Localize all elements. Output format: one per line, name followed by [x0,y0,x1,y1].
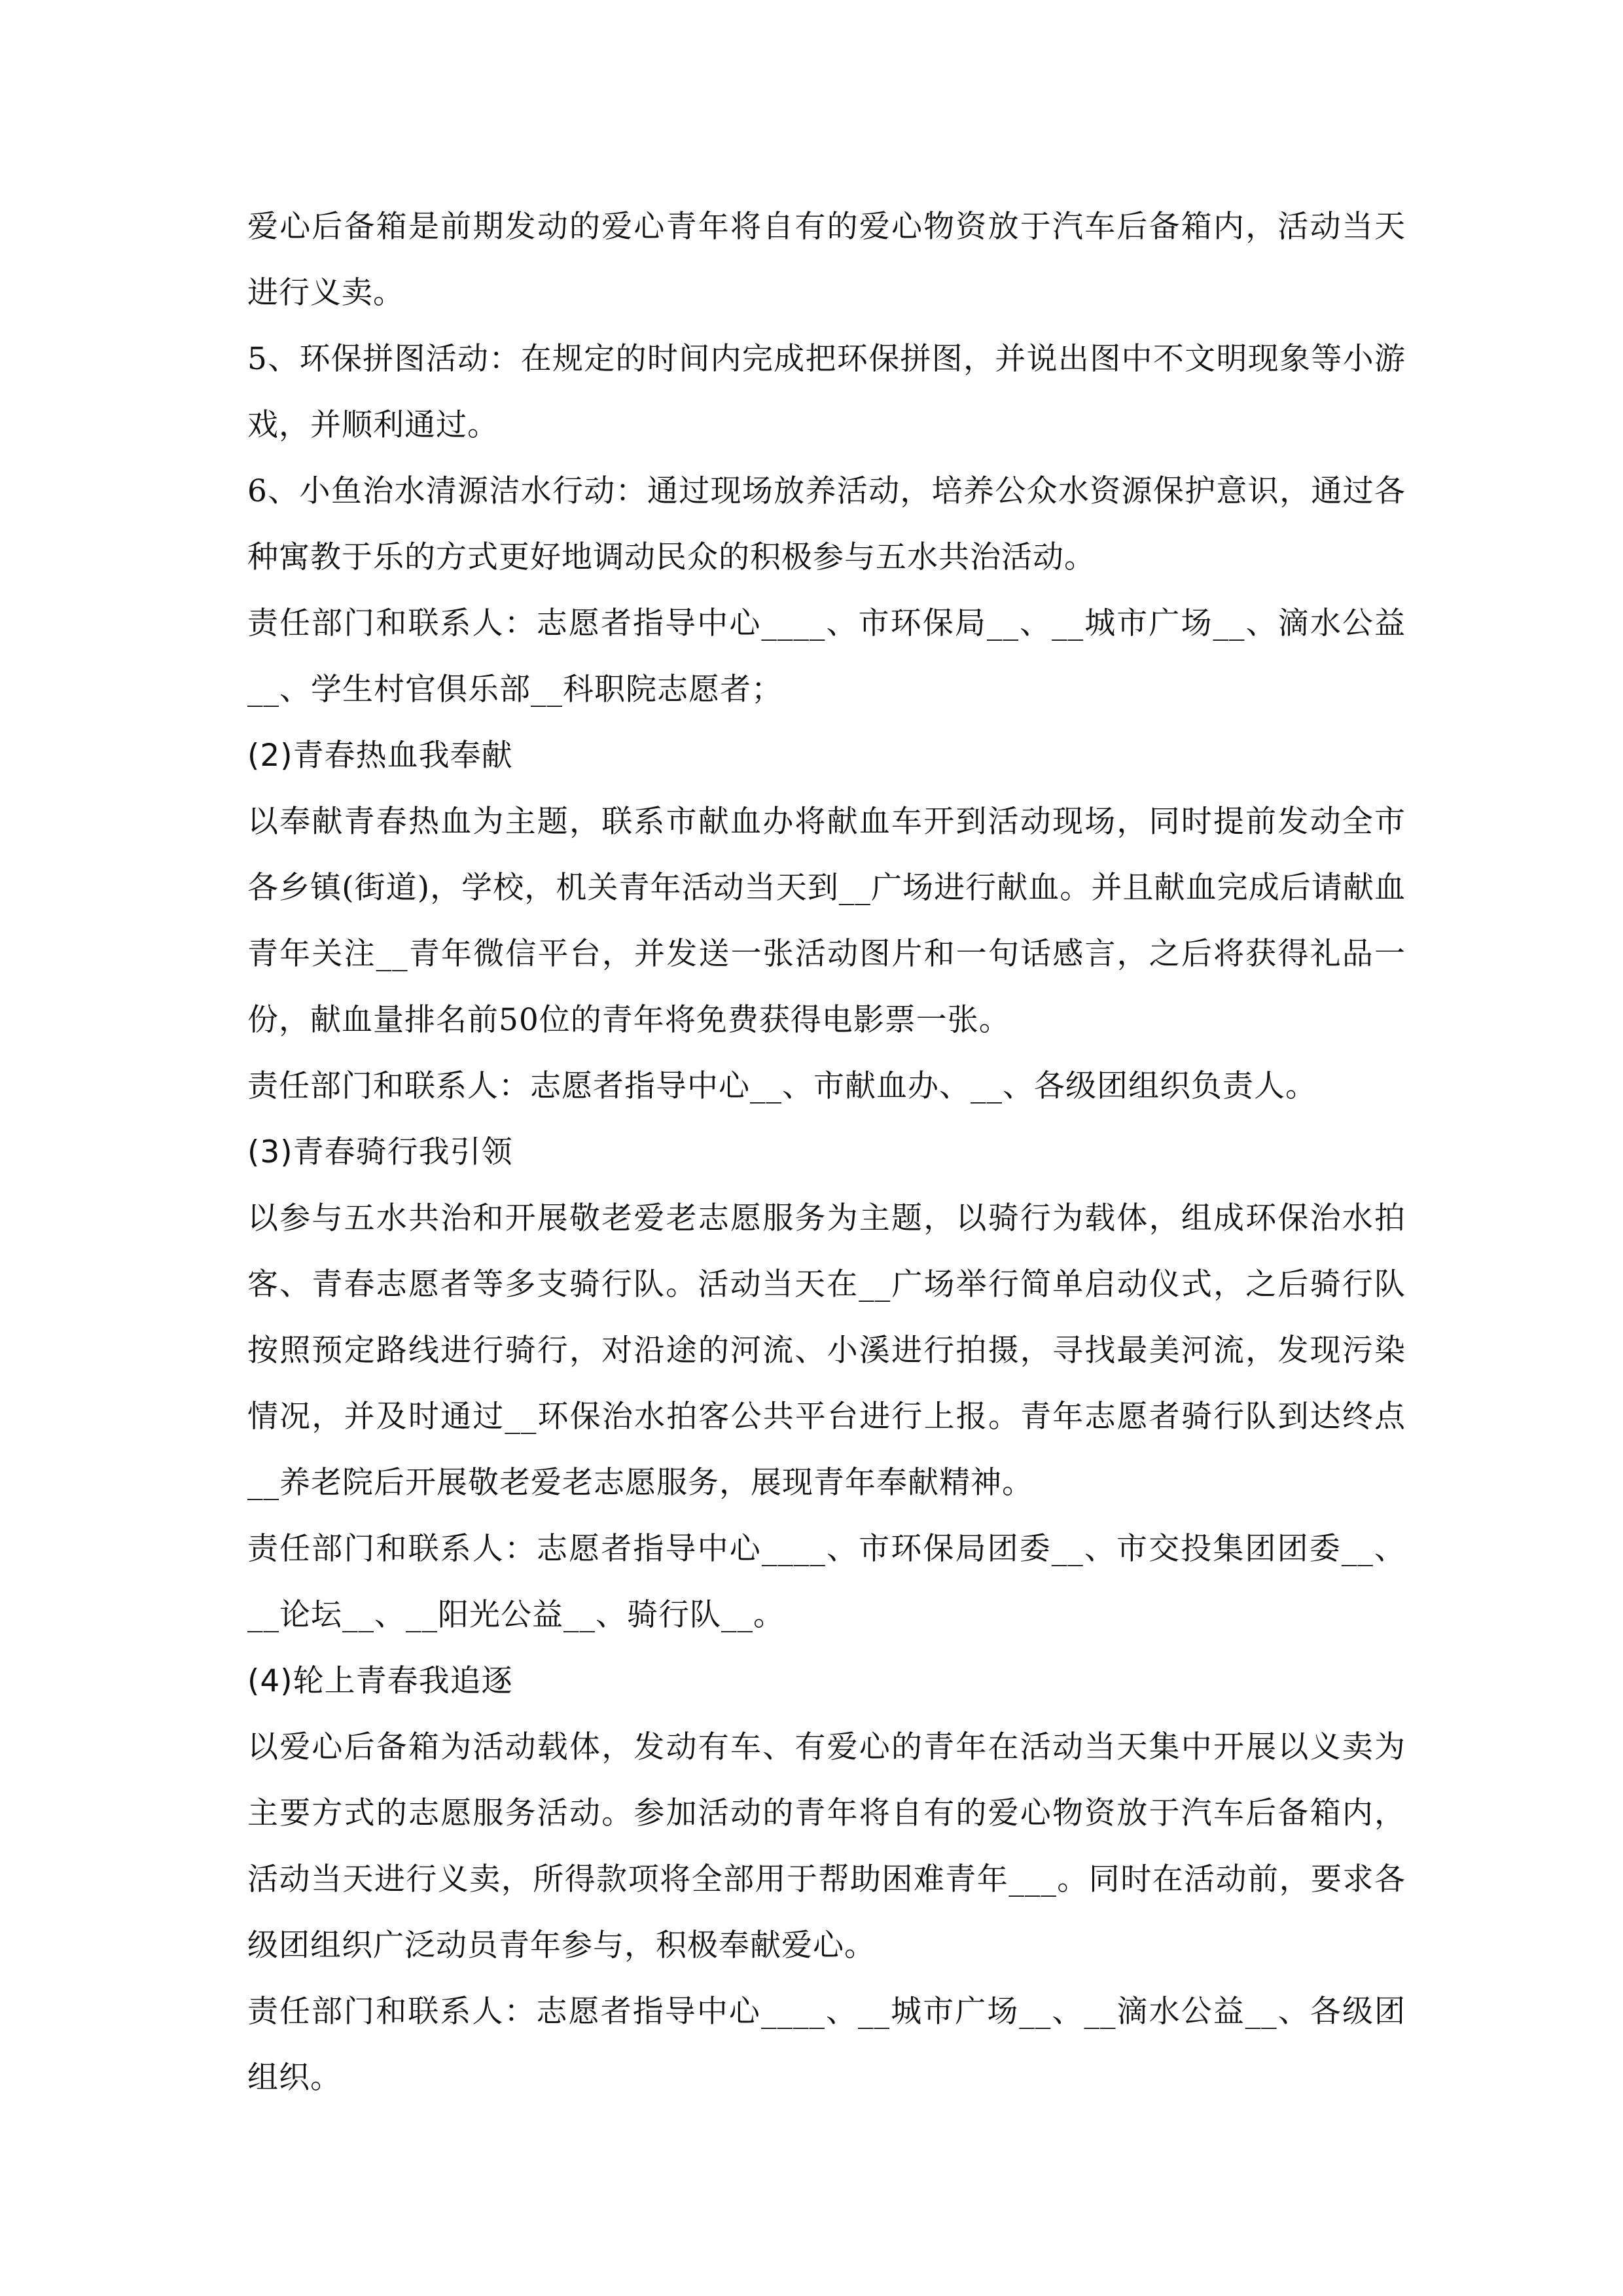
paragraph-cycling: 以参与五水共治和开展敬老爱老志愿服务为主题，以骑行为载体，组成环保治水拍客、青春志愿者等多支骑行队。活动当天在__广场举行简单启动仪式，之后骑行队按照预定路线进行骑行，对沿途的河流、小溪进行拍摄，寻找最美河流，发现污染情况，并及时通过__环保治水拍客公共平台进行上报。青年志愿者骑行队到达终点__养老院后开展敬老爱老志愿服务，展现青年奉献精神。 [247,1200,1406,1501]
section-heading-wheels-youth: (4)轮上青春我追逐 [247,1663,513,1699]
item-eco-puzzle-activity: 5、环保拼图活动：在规定的时间内完成把环保拼图，并说出图中不文明现象等小游戏，并顺利通过。 [247,341,1406,443]
section-heading-cycling: (3)青春骑行我引领 [247,1134,513,1170]
paragraph-blood-donation: 以奉献青春热血为主题，联系市献血办将献血车开到活动现场，同时提前发动全市各乡镇(街道)，学校，机关青年活动当天到__广场进行献血。并且献血完成后请献血青年关注__青年微信平台，并发送一张活动图片和一句话感言，之后将获得礼品一份，献血量排名前50位的青年将免费获得电影票一张。 [247,804,1406,1038]
item-fish-water-action: 6、小鱼治水清源洁水行动：通过现场放养活动，培养公众水资源保护意识，通过各种寓教于乐的方式更好地调动民众的积极参与五水共治活动。 [247,473,1406,575]
contact-responsible-departments: 责任部门和联系人：志愿者指导中心____、市环保局__、__城市广场__、滴水公益__、学生村官俱乐部__科职院志愿者； [247,605,1406,708]
document-body [247,194,1406,2111]
paragraph-charity-trunk-intro: 爱心后备箱是前期发动的爱心青年将自有的爱心物资放于汽车后备箱内，活动当天进行义卖。 [247,209,1406,311]
contact-responsible-departments: 责任部门和联系人：志愿者指导中心__、市献血办、__、各级团组织负责人。 [247,1068,1317,1104]
paragraph-charity-sale: 以爱心后备箱为活动载体，发动有车、有爱心的青年在活动当天集中开展以义卖为主要方式的志愿服务活动。参加活动的青年将自有的爱心物资放于汽车后备箱内，活动当天进行义卖，所得款项将全部用于帮助困难青年___。同时在活动前，要求各级团组织广泛动员青年参与，积极奉献爱心。 [247,1729,1406,1964]
contact-responsible-departments: 责任部门和联系人：志愿者指导中心____、__城市广场__、__滴水公益__、各级团组织。 [247,1994,1406,2096]
contact-responsible-departments: 责任部门和联系人：志愿者指导中心____、市环保局团委__、市交投集团团委__、__论坛__、__阳光公益__、骑行队__。 [247,1531,1406,1633]
section-heading-blood-donation: (2)青春热血我奉献 [247,738,513,774]
